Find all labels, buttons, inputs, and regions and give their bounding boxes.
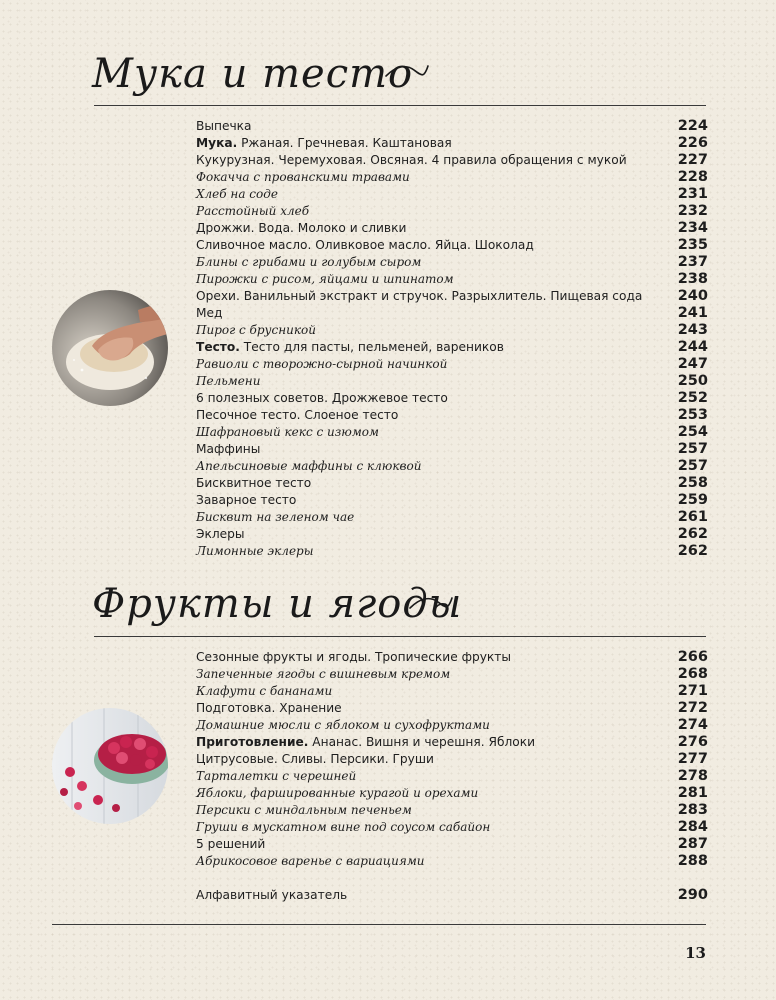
toc-entry: Яблоки, фаршированные курагой и орехами 281: [196, 785, 708, 801]
toc-entry: Пельмени 250: [196, 373, 708, 389]
toc-entry: Груши в мускатном вине под соусом сабайон 284: [196, 819, 708, 835]
toc-entry: Дрожжи. Вода. Молоко и сливки 234: [196, 220, 708, 236]
section-title-fruits: Фрукты и ягоды: [92, 581, 463, 627]
toc-entry: Клафути с бананами 271: [196, 683, 708, 699]
toc-entry: Сезонные фрукты и ягоды. Тропические фрукты 266: [196, 649, 708, 665]
toc-entry: Запеченные ягоды с вишневым кремом 268: [196, 666, 708, 682]
toc-entry: Пирожки с рисом, яйцами и шпинатом 238: [196, 271, 708, 287]
toc-entry: Равиоли с творожно-сырной начинкой 247: [196, 356, 708, 372]
toc-entry: Тесто. Тесто для пасты, пельменей, вареников 244: [196, 339, 708, 355]
toc-entry: Персики с миндальным печеньем 283: [196, 802, 708, 818]
toc-entry: 6 полезных советов. Дрожжевое тесто 252: [196, 390, 708, 406]
toc-entry: Приготовление. Ананас. Вишня и черешня. Яблоки 276: [196, 734, 708, 750]
cranberry-bowl-photo: [52, 708, 168, 824]
toc-list-fruits: [196, 649, 708, 904]
toc-entry: Расстойный хлеб 232: [196, 203, 708, 219]
title-swash-decoration: [408, 592, 454, 614]
toc-entry-index: Алфавитный указатель 290: [196, 887, 708, 903]
toc-entry: Выпечка 224: [196, 118, 708, 134]
toc-entry: Блины с грибами и голубым сыром 237: [196, 254, 708, 270]
kneading-dough-photo: [52, 290, 168, 406]
page-number: 13: [685, 944, 706, 962]
section-title-flour: Мука и тесто: [92, 51, 414, 97]
toc-entry: Эклеры 262: [196, 526, 708, 542]
toc-entry: 5 решений 287: [196, 836, 708, 852]
toc-entry: Мед 241: [196, 305, 708, 321]
section-divider: [94, 636, 706, 637]
toc-entry: Тарталетки с черешней 278: [196, 768, 708, 784]
toc-entry: Апельсиновые маффины с клюквой 257: [196, 458, 708, 474]
toc-entry: Орехи. Ванильный экстракт и стручок. Разрыхлитель. Пищевая сода 240: [196, 288, 708, 304]
toc-entry: Лимонные эклеры 262: [196, 543, 708, 559]
toc-entry: Абрикосовое варенье с вариациями 288: [196, 853, 708, 869]
toc-entry: Заварное тесто 259: [196, 492, 708, 508]
toc-entry: Мука. Ржаная. Гречневая. Каштановая 226: [196, 135, 708, 151]
footer-divider: [52, 924, 706, 925]
toc-entry: Маффины 257: [196, 441, 708, 457]
toc-entry: Пирог с брусникой 243: [196, 322, 708, 338]
toc-spacer: [196, 870, 708, 887]
toc-entry: Песочное тесто. Слоеное тесто 253: [196, 407, 708, 423]
toc-entry: Домашние мюсли с яблоком и сухофруктами 274: [196, 717, 708, 733]
toc-entry: Бисквит на зеленом чае 261: [196, 509, 708, 525]
title-swash-decoration: [384, 60, 430, 82]
toc-entry: Шафрановый кекс с изюмом 254: [196, 424, 708, 440]
section-divider: [94, 105, 706, 106]
toc-entry: Подготовка. Хранение 272: [196, 700, 708, 716]
toc-entry: Цитрусовые. Сливы. Персики. Груши 277: [196, 751, 708, 767]
toc-entry: Фокачча с прованскими травами 228: [196, 169, 708, 185]
toc-entry: Сливочное масло. Оливковое масло. Яйца. Шоколад 235: [196, 237, 708, 253]
toc-entry: Бисквитное тесто 258: [196, 475, 708, 491]
toc-list-flour: [196, 118, 708, 560]
toc-entry: Кукурузная. Черемуховая. Овсяная. 4 правила обращения с мукой 227: [196, 152, 708, 168]
toc-entry: Хлеб на соде 231: [196, 186, 708, 202]
